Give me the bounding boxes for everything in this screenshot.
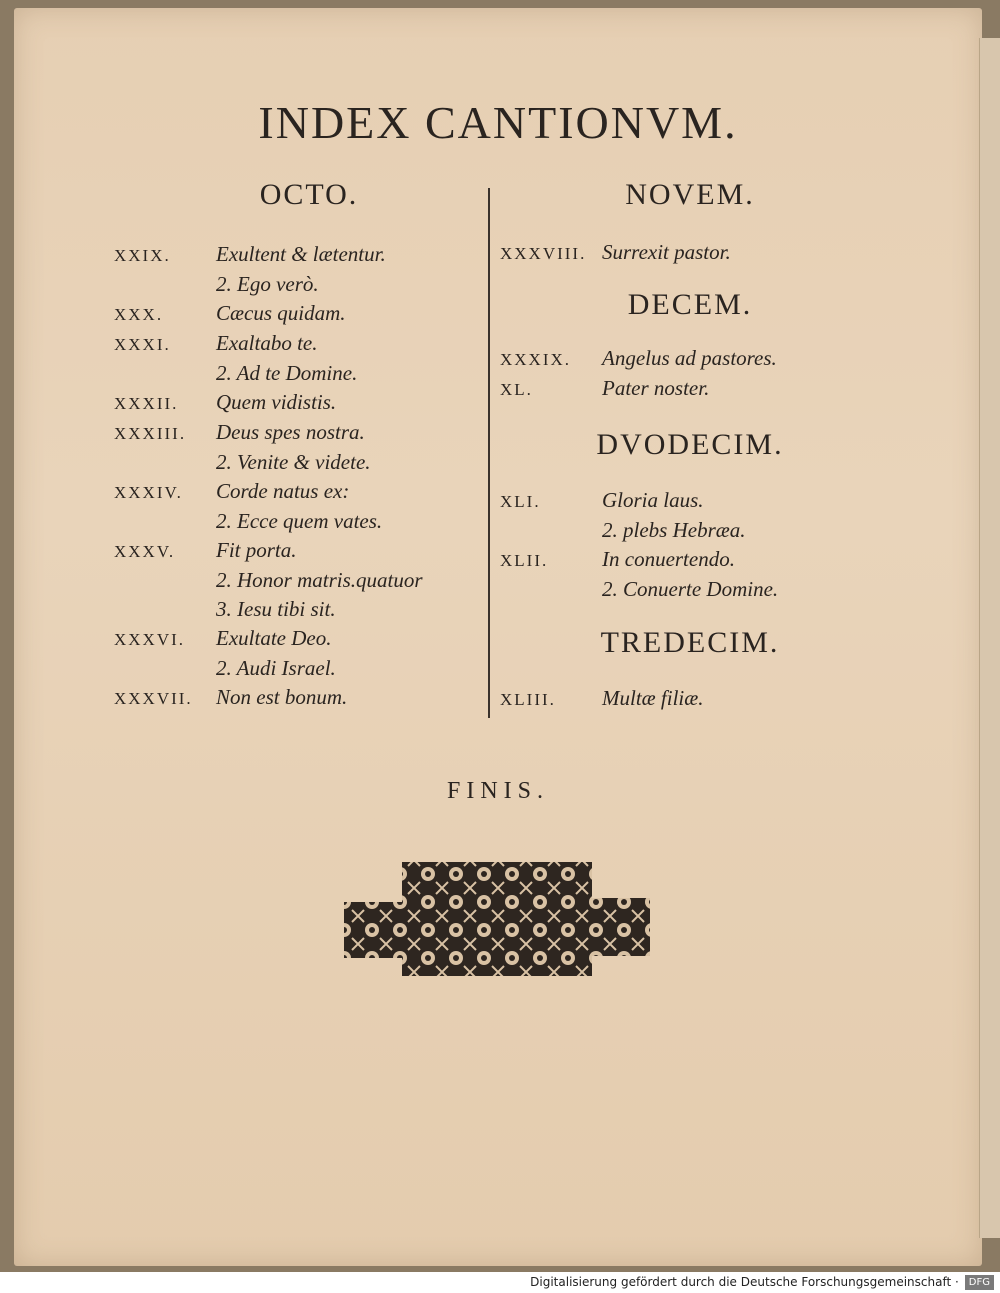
entry-number: XXXVI. [114,630,186,649]
entry-number: XXXVIII. [500,244,587,263]
entry-title: 2. Ego verò. [216,272,319,296]
left-column [114,168,484,713]
entry-number: XXXIX. [500,350,572,369]
index-subentry [500,575,880,604]
index-subentry [500,516,880,545]
entry-title: Exaltabo te. [216,331,318,355]
entry-title: Non est bonum. [216,685,348,709]
entry-number: XXXIV. [114,483,183,502]
index-entry [114,536,484,566]
index-subentry [114,566,484,595]
entry-title: 2. plebs Hebræa. [602,518,746,542]
entry-number: XXXIII. [114,424,187,443]
entry-title: 2. Ecce quem vates. [216,509,383,533]
index-entry [114,329,484,359]
index-subentry [114,654,484,683]
index-entry [500,486,880,516]
section-heading-octo: OCTO. [259,178,359,211]
entry-title: Quem vidistis. [216,390,337,414]
entry-title: Cæcus quidam. [216,301,346,325]
entry-number: XXIX. [114,246,171,265]
index-subentry [114,595,484,624]
index-entry [500,374,880,404]
column-divider [488,188,490,718]
entry-title: In conuertendo. [602,547,735,571]
index-entry [500,684,880,714]
entry-number: XLI. [500,492,541,511]
section-heading: TREDECIM. [600,626,780,659]
entry-title: 2. Venite & videte. [216,450,371,474]
entry-title: 2. Conuerte Domine. [602,577,779,601]
footer-bar [0,1272,1000,1293]
section-heading: DECEM. [627,288,753,321]
funding-note: Digitalisierung gefördert durch die Deutsche Forschungsgemeinschaft · [530,1275,959,1289]
entry-title: Gloria laus. [602,488,704,512]
entry-title: Exultate Deo. [216,626,332,650]
index-entry [114,299,484,329]
page-edge [979,38,1000,1238]
index-entry [114,624,484,654]
index-subentry [114,507,484,536]
entry-title: Deus spes nostra. [216,420,365,444]
dfg-logo: DFG [965,1275,994,1290]
entry-number: XXX. [114,305,164,324]
entry-title: 2. Honor matris.quatuor [216,568,423,592]
book-page [14,8,982,1266]
entry-number: XLII. [500,551,549,570]
entry-title: Multæ filiæ. [602,686,704,710]
entry-title: Angelus ad pastores. [602,346,777,370]
section-heading: DVODECIM. [596,428,784,461]
entry-number: XLIII. [500,690,556,709]
entry-title: Surrexit pastor. [602,240,731,264]
entry-title: Fit porta. [216,538,297,562]
entry-title: Exultent & lætentur. [216,242,386,266]
page-title: INDEX CANTIONVM. [258,97,738,148]
entry-title: 2. Audi Israel. [216,656,336,680]
section-heading: NOVEM. [625,178,755,211]
index-entry [114,683,484,713]
index-subentry [114,359,484,388]
entry-number: XXXVII. [114,689,193,708]
finis-text: FINIS. [446,778,549,804]
right-column [500,168,880,714]
index-entry [500,344,880,374]
entry-number: XXXI. [114,335,171,354]
entry-title: 3. Iesu tibi sit. [216,597,336,621]
entry-number: XL. [500,380,533,399]
index-subentry [114,270,484,299]
index-entry [114,388,484,418]
index-entry [114,477,484,507]
index-entry [500,238,880,268]
entry-number: XXXII. [114,394,179,413]
index-subentry [114,448,484,477]
entry-title: 2. Ad te Domine. [216,361,358,385]
index-entry [114,418,484,448]
entry-title: Corde natus ex: [216,479,350,503]
printer-ornament-icon [330,860,666,978]
entry-title: Pater noster. [602,376,710,400]
entry-number: XXXV. [114,542,176,561]
index-entry [114,240,484,270]
index-entry [500,545,880,575]
